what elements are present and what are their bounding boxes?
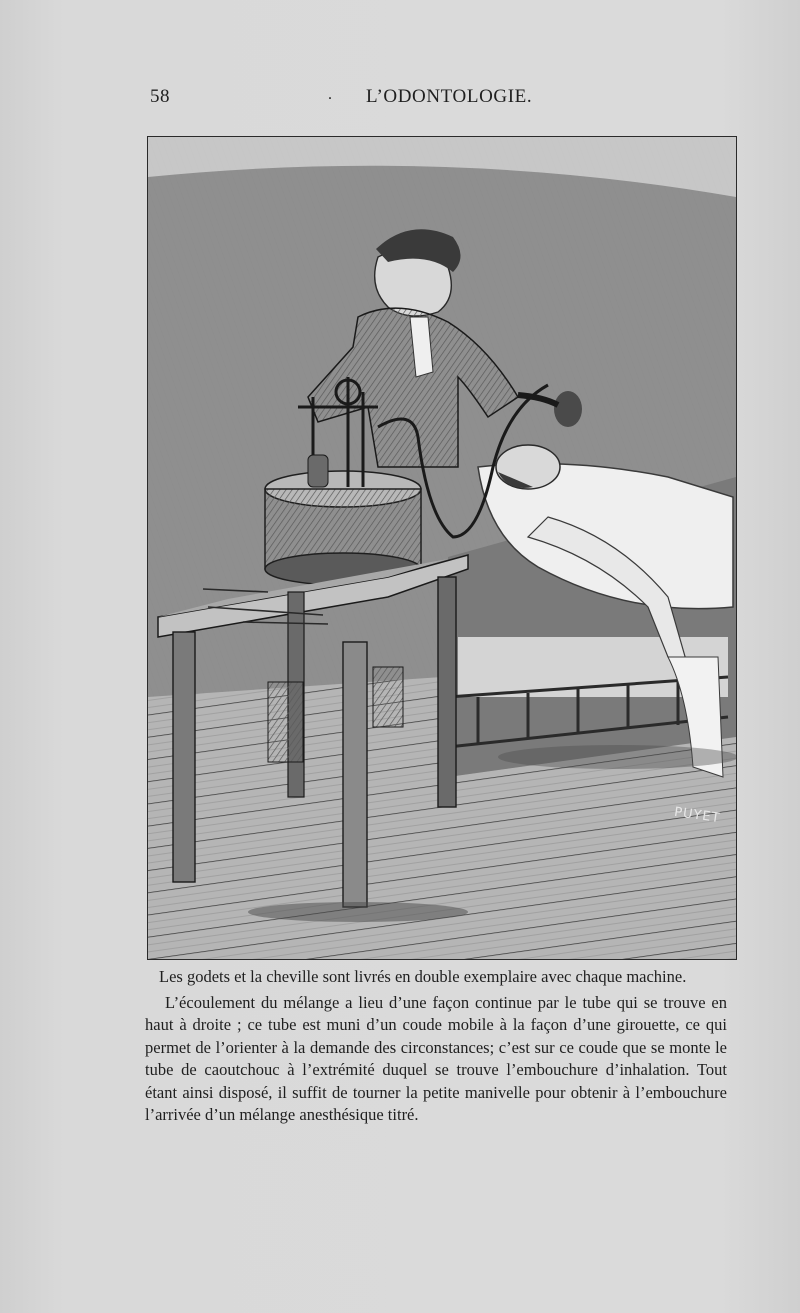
engraving-illustration [147, 136, 737, 960]
engraver-signature: PUYET [672, 804, 721, 827]
paragraph: L’écoulement du mélange a lieu d’une façon continue par le tube qui se trouve en haut à droite ; ce tube est muni d’un coude mobile à la façon d’une girouette, ce qui permet de l’orienter à la demande des circonstances; c’est sur ce coude que se monte le tube de caoutchouc à l’extrémité duquel se trouve l’embouchure d’inhalation. Tout étant ainsi disposé, il suffit de tourner la petite manivelle pour obtenir à l’embouchure l’arrivée d’un mélange anesthésique titré. [145, 992, 727, 1124]
running-title: L’ODONTOLOGIE. [366, 86, 533, 107]
page-header [150, 86, 730, 116]
paragraph: Les godets et la cheville sont livrés en double exemplaire avec chaque machine. [159, 967, 687, 986]
engraving-drawing [148, 137, 736, 959]
body-text [145, 966, 727, 1127]
header-separator: . [328, 86, 332, 103]
page-number: 58 [150, 86, 170, 107]
